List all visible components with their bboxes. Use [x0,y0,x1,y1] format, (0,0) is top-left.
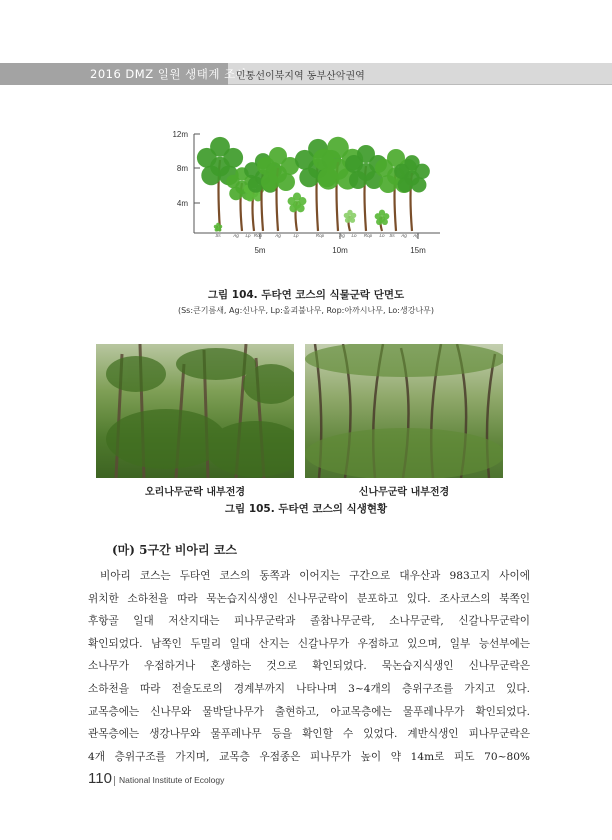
tree-crown [376,219,382,225]
tree-crown [398,177,413,192]
tree-crown [349,171,367,189]
body-line: 교목층에는 신나무와 물박달나무가 출현하고, 아교목층에는 물푸레나무가 확인되었다. [88,705,530,718]
tree-crown [277,173,295,191]
tree-crown [318,168,340,190]
species-label: Ag [401,233,407,238]
species-label: Ag [275,233,281,238]
y-tick-label: 4m [176,199,188,208]
y-tick-label: 8m [176,164,188,173]
tree-crown [299,168,319,188]
tree-illustrations [197,137,430,232]
section-heading: (마) 5구간 비아리 코스 [112,543,237,557]
species-label: Lp [245,233,251,238]
header-subtitle: 민통선이북지역 동부산악권역 [236,71,365,82]
tree-crown [229,187,243,201]
body-line: 관목층에는 생강나무와 물푸레나무 등을 확인할 수 있었다. 계반식생인 피나무군락은 [88,728,530,741]
page-number: 110 [88,770,112,787]
footer-divider [114,776,115,786]
body-line: 확인되었다. 남쪽인 두밀리 일대 산지는 신갈나무가 우점하고 있으며, 일부 능선부에는 [88,637,530,650]
species-label: Ag [413,233,419,238]
body-line: 위치한 소하천을 따라 묵논습지식생인 신나무군락이 분포하고 있다. 조사코스의 북쪽인 [88,592,530,605]
tree-crown [345,218,350,223]
tree-crown [289,204,297,212]
species-label: Rop [253,233,263,238]
body-line: 후항골 일대 저산지대는 피나무군락과 졸참나무군락, 소나무군락, 신갈나무군락이 [88,615,530,628]
x-tick-label: 5m [254,246,266,255]
tree-crown [215,228,219,232]
body-line: 비아리 코스는 두타연 코스의 동쪽과 이어지는 구간으로 대우산과 983고지 사이에 [100,570,530,582]
vegetation-profile-diagram [160,118,450,268]
tree-crown [201,166,221,186]
species-label: Rop [315,233,325,238]
header-title: 2016 DMZ 일원 생태계 조사 [90,67,248,81]
species-label: Lo [379,233,385,238]
y-tick-label: 12m [172,130,188,139]
tree-crown [350,218,355,223]
header-rule [228,84,612,85]
tree-crown [246,193,255,202]
species-label: Lo [351,233,357,238]
tree-crown [261,173,279,191]
tree-crown [379,175,397,193]
alder-community-photo [96,344,294,478]
x-tick-label: 15m [410,246,426,255]
tree-crown [411,177,426,192]
species-label: Ss [215,233,221,238]
species-label: Ag [233,233,239,238]
species-label: Ag [339,233,345,238]
body-line: 소나무가 우점하거나 혼생하는 것으로 확인되었다. 묵논습지식생인 신나무군락은 [88,660,530,673]
x-tick-label: 10m [332,246,348,255]
species-label: Lp [293,233,299,238]
figure-104-caption: 그림 104. 두타연 코스의 식물군락 단면도 [207,289,405,301]
tree-crown [218,228,222,232]
species-label: Ss [389,233,395,238]
figure-105-caption: 그림 105. 두타연 코스의 식생현황 [224,503,388,515]
footer-institute: National Institute of Ecology [119,775,225,785]
species-label: Rop [363,233,373,238]
body-line: 소하천을 따라 전술도로의 경계부까지 나타나며 3~4개의 층위구조를 가지고 있다. [88,682,530,695]
tree-crown [382,219,388,225]
species-label-row [215,233,419,238]
body-line: 4개 층위구조를 가지며, 교목층 우점종은 피나무가 높이 약 14m로 피도 70~80% [88,750,530,763]
maple-community-photo [305,344,503,478]
left-photo-label: 오리나무군락 내부전경 [144,487,246,498]
tree-crown [297,204,305,212]
figure-104-legend-note: (Ss:큰기름새, Ag:신나무, Lp:올괴불나무, Rop:아까시나무, Lo:생강나무) [177,306,435,315]
body-text [88,565,530,768]
right-photo-label: 신나무군락 내부전경 [358,487,450,498]
